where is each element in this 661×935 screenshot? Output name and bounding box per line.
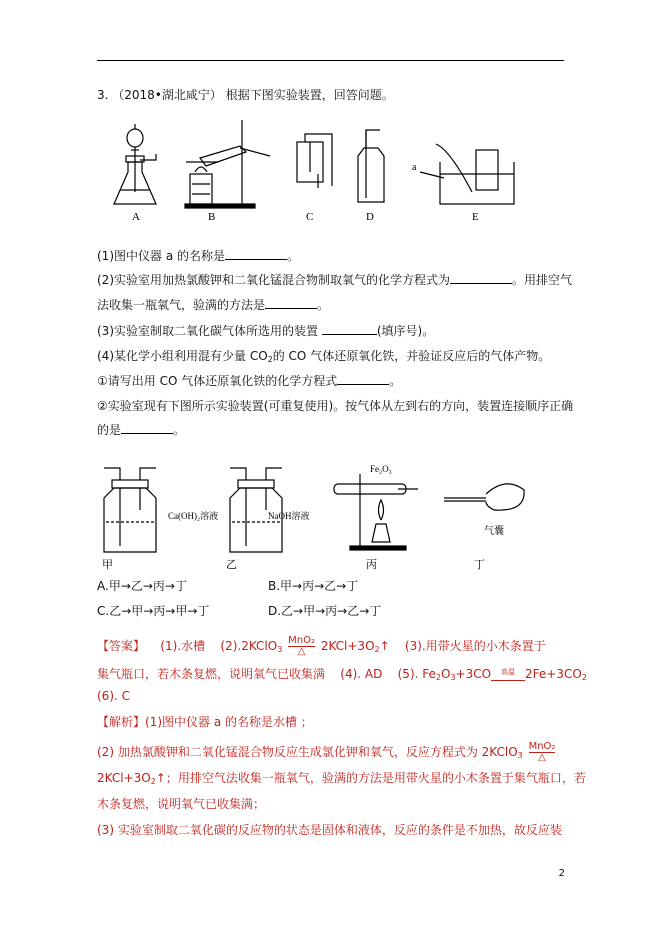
fig2-text-ding: 气囊 (484, 526, 504, 537)
explanation-line3: $2KCl+3O_2↑$；用排空气法收集一瓶氧气，验满的方法是用带火星的小木条置于集气瓶口，若 (97, 771, 586, 786)
explanation-line1: 【解析】(1)图中仪器 a 的名称是水槽 ； (97, 715, 313, 729)
question-4: (4)某化学小组利用混有少量 $CO_2$的 CO 气体还原氧化铁，并验证反应后的气体产物。 (97, 349, 551, 364)
answer-line3: (6). C (97, 689, 131, 703)
apparatus-figure-1 (100, 112, 530, 220)
option-C: C.乙→甲→丙→甲→丁 (97, 604, 210, 618)
fig1-label-B: B (208, 211, 216, 220)
explanation-line2: (2) 加热氯酸钾和二氧化锰混合物反应生成氯化钾和氧气，反应方程式为 2KClO$_3$ $\frac{\text{MnO₂}}{\triangle}$ (97, 741, 556, 763)
header-rule (97, 60, 564, 61)
question-intro: 3. （2018•湖北咸宁） 根据下图实验装置，回答问题。 (97, 88, 394, 102)
fig1-label-C: C (306, 211, 314, 220)
explanation-line4: 木条复燃，说明氧气已收集满； (97, 797, 266, 811)
apparatus-figure-2 (98, 460, 538, 572)
option-D: D.乙→甲→丙→乙→丁 (268, 604, 382, 618)
question-2-line2: 法收集一瓶氧气，验满的方法是 。 (97, 298, 330, 312)
fig2-label-bing: 丙 (366, 558, 377, 571)
question-4-1: ①请写出用 CO 气体还原氧化铁的化学方程式 。 (97, 374, 402, 388)
question-1: (1)图中仪器 a 的名称是 。 (97, 249, 299, 263)
catalyst-condition: $\frac{\text{MnO₂}}{\triangle}$ (288, 635, 315, 657)
fig2-label-jia: 甲 (102, 558, 113, 571)
question-4-2-line2: 的是 。 (97, 423, 186, 437)
fig2-text-yi: NaOH溶液 (268, 511, 310, 521)
fig2-text-jia: Ca(OH)₂溶液 (168, 511, 219, 521)
fig2-label-yi: 乙 (226, 558, 237, 571)
question-4-2-line1: ②实验室现有下图所示实验装置(可重复使用)。按气体从左到右的方向，装置连接顺序正确 (97, 399, 574, 413)
answer-line1: 【答案】 (1).水槽 (2).2KClO$_3$ $\frac{\text{MnO₂}}{\triangle}$ $2KCl+3O_2↑$ (3).用带火星的小木条置于 (97, 635, 546, 657)
fig1-label-E: E (472, 211, 479, 220)
question-3: (3)实验室制取二氧化碳气体所选用的装置 (填序号)。 (97, 324, 435, 338)
fig1-label-D: D (366, 211, 374, 220)
fig2-label-ding: 丁 (474, 558, 485, 571)
option-B: B.甲→丙→乙→丁 (268, 579, 359, 593)
explanation-line5: (3) 实验室制取二氧化碳的反应物的状态是固体和液体，反应的条件是不加热，故反应装 (97, 823, 562, 837)
fig2-text-bing: Fe₂O₃ (370, 464, 392, 474)
fig1-label-a: a (412, 162, 417, 173)
page-number: 2 (558, 868, 565, 879)
question-2-line1: (2)实验室用加热氯酸钾和二氧化锰混合物制取氧气的化学方程式为 。用排空气 (97, 273, 573, 287)
option-A: A.甲→乙→丙→丁 (97, 579, 187, 593)
answer-line2: 集气瓶口，若木条复燃，说明氧气已收集满 (4). AD (5). $Fe_2O_3+3CO$ 高温 $2Fe+3CO_2$ (97, 664, 587, 686)
fig1-label-A: A (132, 211, 140, 220)
